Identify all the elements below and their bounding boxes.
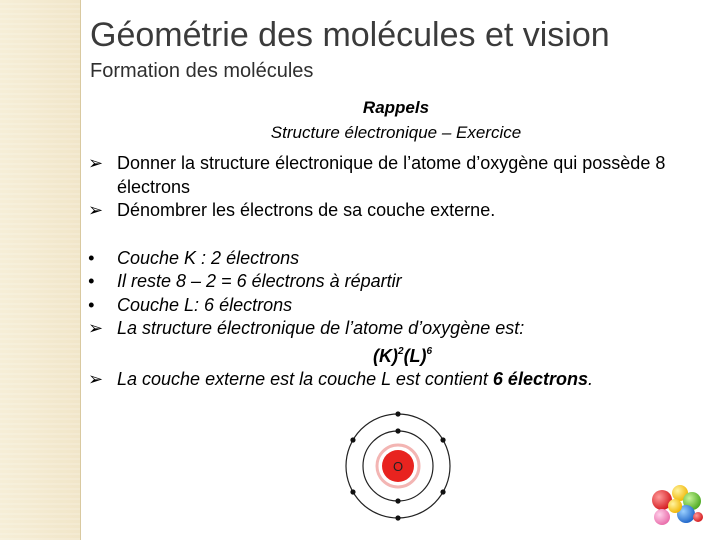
decorative-sidebar	[0, 0, 80, 540]
answer-item	[88, 294, 720, 318]
question-item	[88, 199, 720, 223]
formula-l: (L)	[403, 345, 427, 366]
formula-k-exponent: 2	[398, 345, 404, 357]
dot-bullet-icon: •	[88, 247, 95, 268]
question-continuation: électrons	[117, 176, 191, 197]
arrow-bullet-icon: ➢	[88, 200, 104, 220]
molecule-logo-icon	[648, 484, 704, 526]
external-value: 6 électrons	[492, 369, 588, 389]
answer-text: Couche L: 6 électrons	[117, 294, 293, 315]
electron	[440, 437, 445, 442]
slide-content	[88, 152, 720, 392]
formula-l-exponent: 6	[426, 345, 433, 357]
question-text: Dénombrer les électrons de sa couche externe.	[117, 200, 496, 220]
answer-item	[88, 368, 720, 392]
section-title: Rappels	[362, 98, 430, 117]
electron	[350, 437, 355, 442]
answer-item	[88, 270, 720, 294]
slide-subtitle: Formation des molécules	[90, 60, 314, 82]
electron-formula	[88, 341, 720, 369]
answer-item	[88, 317, 720, 341]
electron	[395, 411, 400, 416]
sidebar-divider	[80, 0, 81, 540]
nucleus-label: O	[392, 459, 404, 474]
answer-text: Couche K : 2 électrons	[117, 247, 300, 268]
dot-bullet-icon: •	[88, 294, 95, 315]
dot-bullet-icon: •	[88, 271, 95, 291]
arrow-bullet-icon: ➢	[88, 369, 104, 389]
oxygen-atom-diagram	[340, 408, 456, 524]
section-subtitle: Structure électronique – Exercice	[270, 123, 522, 142]
electron	[395, 515, 400, 520]
formula-k: (K)	[373, 345, 398, 366]
electron	[350, 489, 355, 494]
electron	[395, 498, 400, 503]
slide-title: Géométrie des molécules et vision	[90, 16, 610, 54]
arrow-bullet-icon: ➢	[88, 153, 104, 173]
question-item	[88, 152, 720, 176]
answer-text: Il reste 8 – 2 = 6 électrons à répartir	[117, 271, 402, 291]
electron	[395, 428, 400, 433]
arrow-bullet-icon: ➢	[88, 318, 104, 338]
answer-item	[88, 247, 720, 271]
question-text: Donner la structure électronique de l’atome d’oxygène qui possède 8	[117, 153, 666, 173]
electron	[440, 489, 445, 494]
structure-text: La structure électronique de l’atome d’oxygène est:	[117, 318, 525, 338]
external-suffix: .	[587, 369, 593, 389]
external-text: La couche externe est la couche L est contient	[117, 369, 493, 389]
